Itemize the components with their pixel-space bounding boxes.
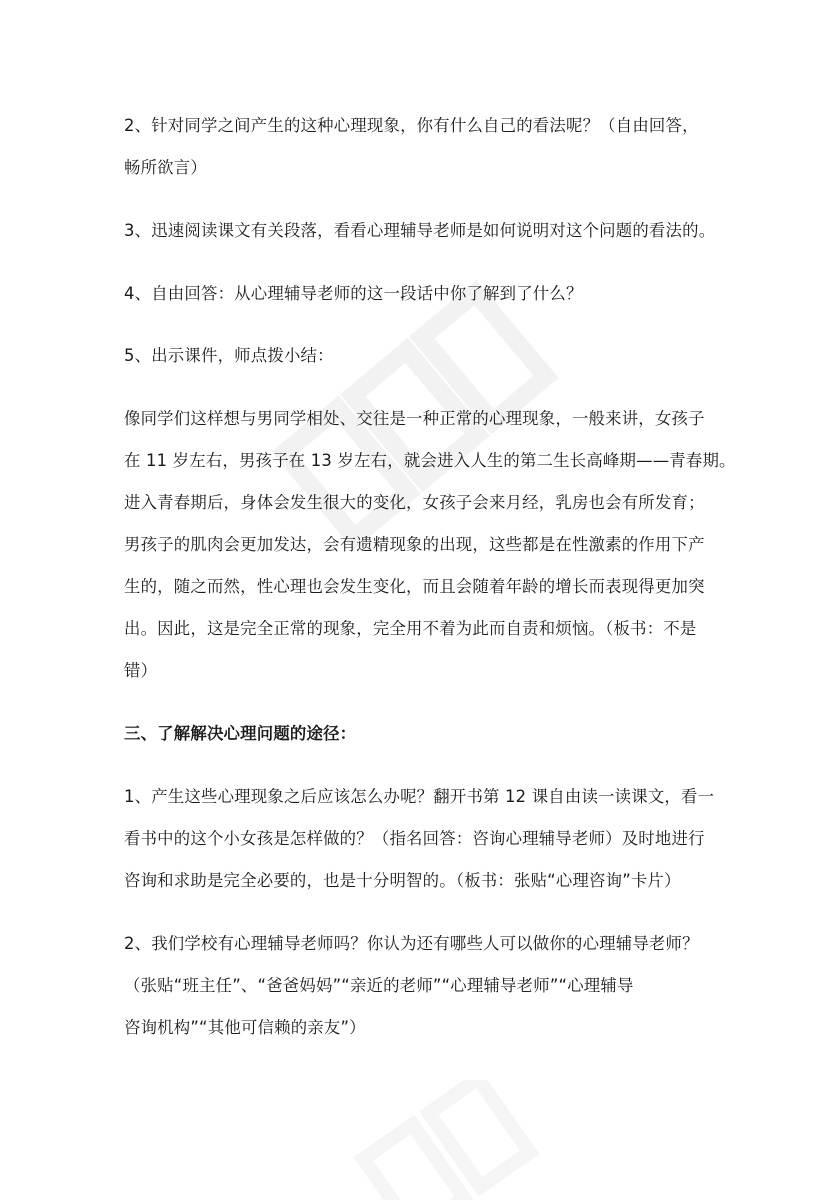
summary-line-2: 在 11 岁左右，男孩子在 13 岁左右，就会进入人生的第二生长高峰期——青春期。	[124, 451, 736, 470]
section-3-item-2-line-2: （张贴“班主任”、“爸爸妈妈”“亲近的老师”“心理辅导老师”“心理辅导	[124, 976, 634, 995]
section-3-item-2-line-3: 咨询机构”“其他可信赖的亲友”）	[124, 1018, 366, 1037]
section-3-heading: 三、了解解决心理问题的途径：	[124, 724, 357, 743]
summary-line-7: 错）	[124, 661, 158, 680]
summary-line-5: 生的，随之而然，性心理也会发生变化，而且会随着年龄的增长而表现得更加突	[124, 577, 705, 596]
paragraph-5: 5、出示课件，师点拨小结：	[124, 346, 334, 365]
section-3-item-2-line-1: 2、我们学校有心理辅导老师吗？你认为还有哪些人可以做你的心理辅导老师？	[124, 934, 699, 953]
summary-line-3: 进入青春期后，身体会发生很大的变化，女孩子会来月经，乳房也会有所发育；	[124, 493, 705, 512]
section-3-item-1-line-2: 看书中的这个小女孩是怎样做的？（指名回答：咨询心理辅导老师）及时地进行	[124, 829, 705, 848]
paragraph-3: 3、迅速阅读课文有关段落，看看心理辅导老师是如何说明对这个问题的看法的。	[124, 221, 716, 240]
watermark-graphic-bottom	[330, 1080, 590, 1200]
summary-line-4: 男孩子的肌肉会更加发达，会有遗精现象的出现，这些都是在性激素的作用下产	[124, 535, 705, 554]
paragraph-4: 4、自由回答：从心理辅导老师的这一段话中你了解到了什么？	[124, 284, 583, 303]
section-3-item-1-line-3: 咨询和求助是完全必要的，也是十分明智的。（板书：张贴“心理咨询”卡片）	[124, 871, 681, 890]
summary-line-6: 出。因此，这是完全正常的现象，完全用不着为此而自责和烦恼。（板书：不是	[124, 619, 697, 638]
summary-line-1: 像同学们这样想与男同学相处、交往是一种正常的心理现象，一般来讲，女孩子	[124, 409, 705, 428]
section-3-item-1-line-1: 1、产生这些心理现象之后应该怎么办呢？翻开书第 12 课自由读一读课文，看一	[124, 787, 715, 806]
paragraph-2-line-1: 2、针对同学之间产生的这种心理现象，你有什么自己的看法呢？（自由回答，	[124, 116, 699, 135]
paragraph-2-line-2: 畅所欲言）	[124, 158, 207, 177]
